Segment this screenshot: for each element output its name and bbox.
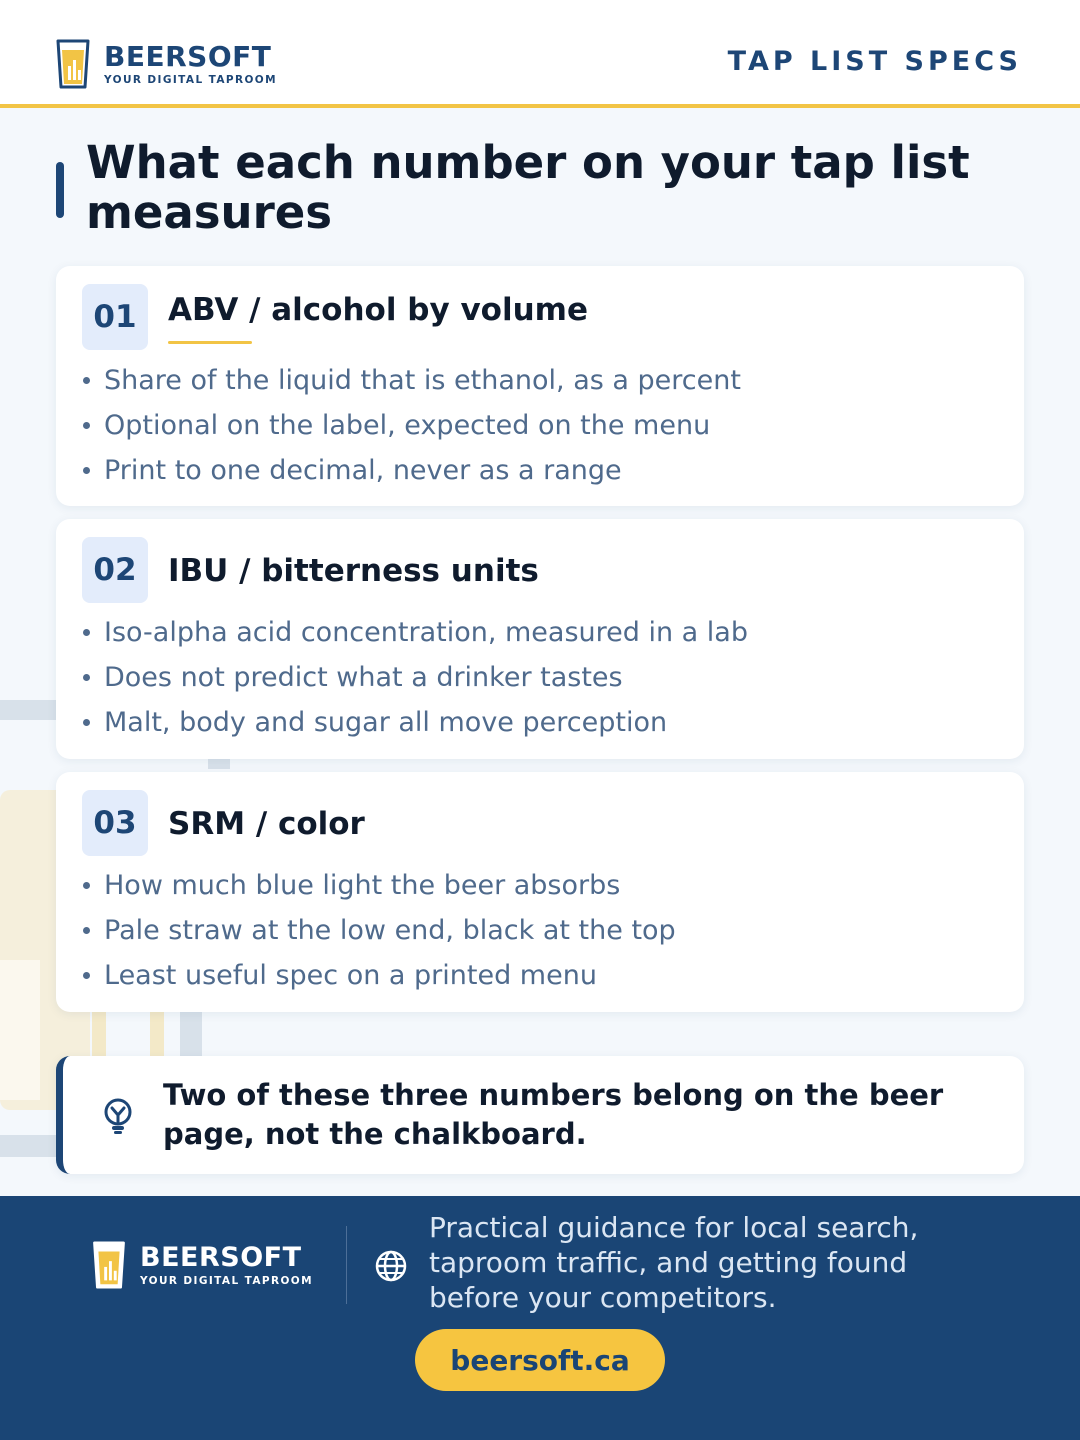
- spec-card-abv: [56, 266, 1024, 506]
- section-label: TAP LIST SPECS: [727, 46, 1022, 77]
- beer-glass-icon: [92, 1240, 126, 1290]
- callout-text: Two of these three numbers belong on the beer page, not the chalkboard.: [163, 1078, 944, 1151]
- title-underline: [168, 341, 252, 344]
- list-item: Malt, body and sugar all move perception: [80, 700, 748, 745]
- page-title: What each number on your tap list measures: [86, 136, 970, 239]
- footer: [0, 1196, 1080, 1440]
- footer-description: Practical guidance for local search, taproom traffic, and getting found before your competitors.: [429, 1211, 919, 1314]
- lightbulb-icon: [99, 1096, 137, 1136]
- brand-logo[interactable]: [56, 38, 277, 90]
- list-item: Iso-alpha acid concentration, measured in a lab: [80, 610, 748, 655]
- card-title: IBU / bitterness units: [168, 553, 539, 589]
- card-number: 03: [82, 790, 148, 856]
- footer-brand-tagline: YOUR DIGITAL TAPROOM: [140, 1275, 313, 1287]
- card-number: 02: [82, 537, 148, 603]
- globe-icon: [374, 1249, 408, 1283]
- brand-tagline: YOUR DIGITAL TAPROOM: [104, 74, 277, 86]
- list-item: Print to one decimal, never as a range: [80, 448, 741, 493]
- footer-brand-name: BEERSOFT: [140, 1242, 302, 1273]
- bullet-list: [80, 358, 741, 493]
- tip-callout: [56, 1056, 1024, 1174]
- footer-brand-logo[interactable]: [92, 1240, 313, 1290]
- footer-divider: [346, 1226, 347, 1304]
- spec-card-ibu: [56, 519, 1024, 759]
- card-title: ABV / alcohol by volume: [168, 292, 588, 328]
- card-title: SRM / color: [168, 806, 365, 842]
- list-item: Share of the liquid that is ethanol, as a percent: [80, 358, 741, 403]
- header: [0, 0, 1080, 108]
- spec-card-srm: [56, 772, 1024, 1012]
- title-accent-bar: [56, 162, 64, 218]
- card-number: 01: [82, 284, 148, 350]
- list-item: Pale straw at the low end, black at the top: [80, 908, 676, 953]
- list-item: Least useful spec on a printed menu: [80, 953, 676, 998]
- bullet-list: [80, 863, 676, 998]
- bullet-list: [80, 610, 748, 745]
- list-item: Does not predict what a drinker tastes: [80, 655, 748, 700]
- beer-glass-icon: [56, 38, 90, 90]
- list-item: How much blue light the beer absorbs: [80, 863, 676, 908]
- list-item: Optional on the label, expected on the menu: [80, 403, 741, 448]
- website-link-button[interactable]: beersoft.ca: [415, 1329, 665, 1391]
- brand-name: BEERSOFT: [104, 40, 272, 73]
